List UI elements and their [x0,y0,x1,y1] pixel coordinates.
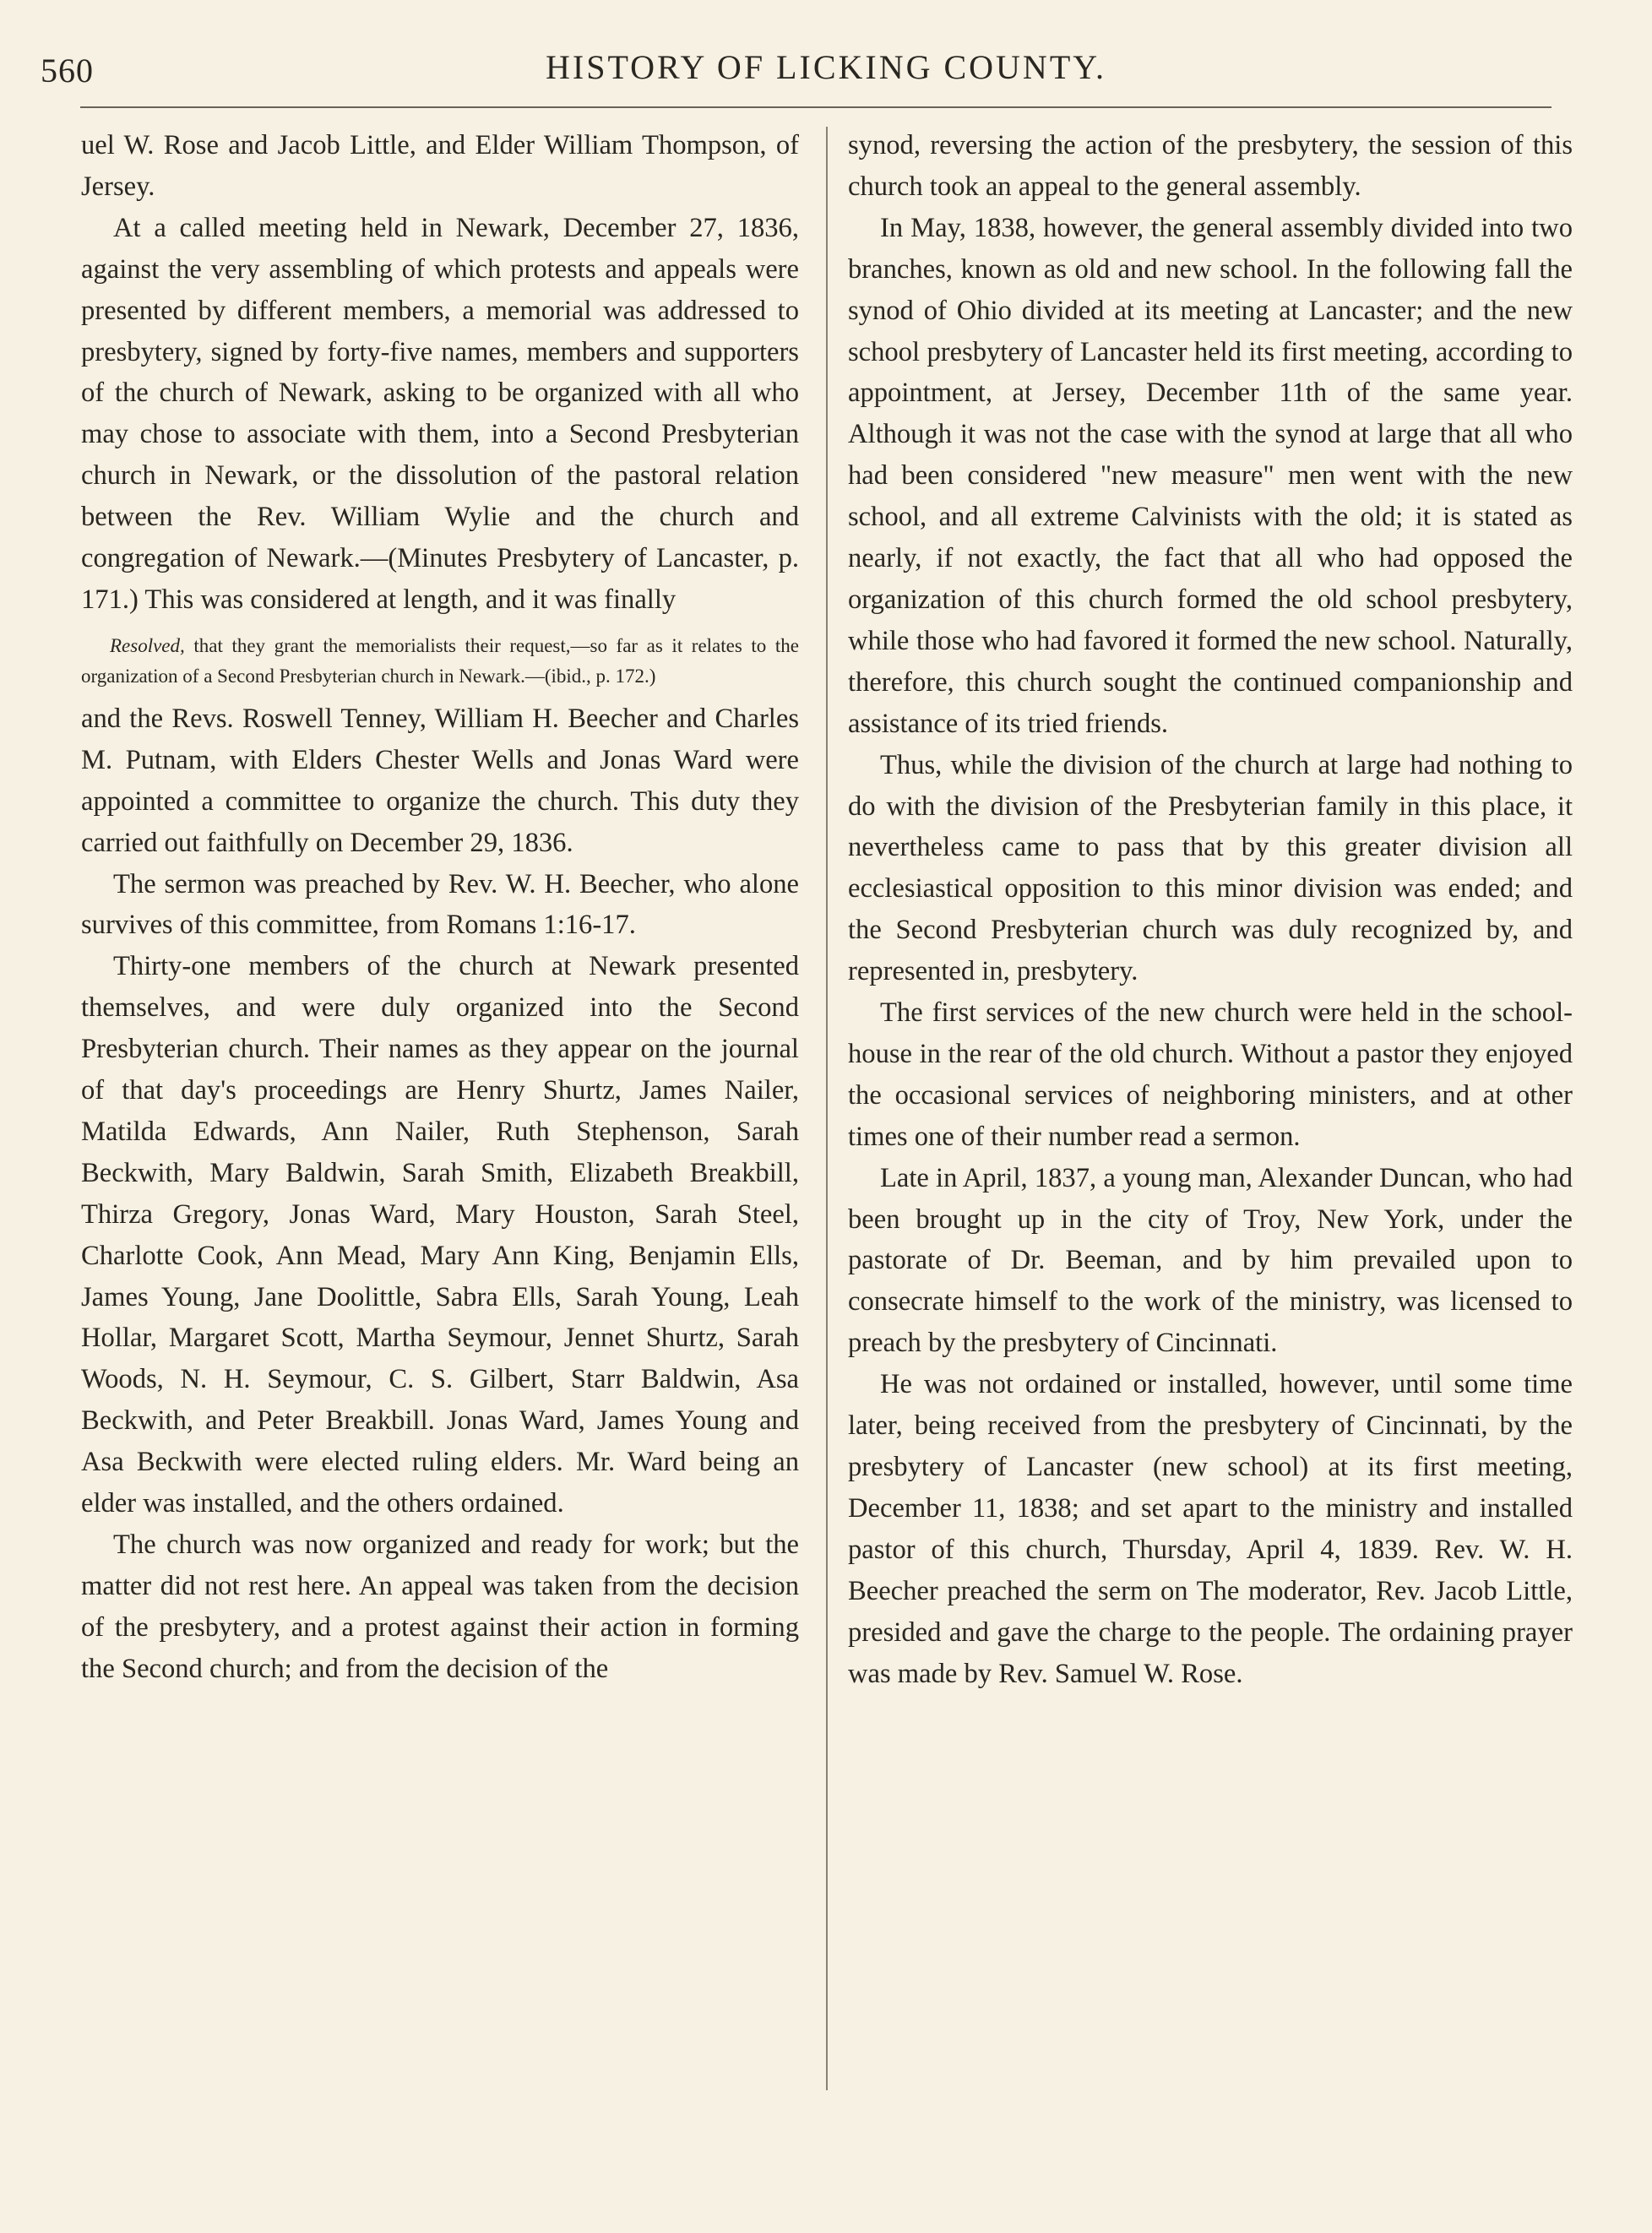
paragraph: In May, 1838, however, the general assembly divided into two branches, known as old and new school. In the following fall the synod of Ohio divided at its meeting at Lancaster; and the new school presbytery of Lancaster held its first meeting, according to appointment, at Jersey, December 11th of the same year. Although it was not the case with the synod at large that all who had been considered "new measure" men went with the new school, and all extreme Calvinists with the old; it is stated as nearly, if not exactly, the fact that all who had opposed the organization of this church formed the old school presbytery, while those who had favored it formed the new school. Naturally, therefore, this church sought the continued companionship and assistance of its tried friends. [848,212,1573,739]
left-column [81,125,799,1690]
paragraph: The church was now organized and ready for work; but the matter did not rest here. An appeal was taken from the decision of the presbytery, and a protest against their action in forming the Second church; and from the decision of the [81,1529,799,1684]
paragraph: and the Revs. Roswell Tenney, William H. Beecher and Charles M. Putnam, with Elders Chester Wells and Jonas Ward were appointed a committee to organize the church. This duty they carried out faithfully on December 29, 1836. [81,703,799,858]
quote-lead: Resolved, [110,634,185,656]
paragraph: He was not ordained or installed, however, until some time later, being received from the presbytery of Cincinnati, by the presbytery of Lancaster (new school) at its first meeting, December 11, 1838; and set apart to the ministry and installed pastor of this church, Thursday, April 4, 1839. Rev. W. H. Beecher preached the serm on The moderator, Rev. Jacob Little, presided and gave the charge to the people. The ordaining prayer was made by Rev. Samuel W. Rose. [848,1369,1573,1689]
page-number: 560 [41,52,94,90]
right-column [848,125,1573,1694]
running-head: HISTORY OF LICKING COUNTY. [546,48,1106,86]
paragraph: Thirty-one members of the church at Newark presented themselves, and were duly organized into the Second Presbyterian church. Their names as they appear on the journal of that day's proceedings are Henry Shurtz, James Nailer, Matilda Edwards, Ann Nailer, Ruth Stephenson, Sarah Beckwith, Mary Baldwin, Sarah Smith, Elizabeth Breakbill, Thirza Gregory, Jonas Ward, Mary Houston, Sarah Steel, Charlotte Cook, Ann Mead, Mary Ann King, Benjamin Ells, James Young, Jane Doolittle, Sabra Ells, Sarah Young, Leah Hollar, Margaret Scott, Martha Seymour, Jennet Shurtz, Sarah Woods, N. H. Seymour, C. S. Gilbert, Starr Baldwin, Asa Beckwith, and Peter Breakbill. Jonas Ward, James Young and Asa Beckwith were elected ruling elders. Mr. Ward being an elder was installed, and the others ordained. [81,951,799,1519]
paragraph: synod, reversing the action of the presbytery, the session of this church took an appeal to the general assembly. [848,130,1573,202]
header-rule [80,106,1551,108]
paragraph: Thus, while the division of the church at large had nothing to do with the division of the Presbyterian family in this place, it nevertheless came to pass that by this greater division all ecclesiastical opposition to this minor division was ended; and the Second Presbyterian church was duly recognized by, and represented in, presbytery. [848,749,1573,987]
resolution-quote [81,631,799,692]
paragraph: The first services of the new church were held in the school-house in the rear of the old church. Without a pastor they enjoyed the occasional services of neighboring ministers, and at other times one of their number read a sermon. [848,997,1573,1152]
column-divider [826,127,828,2090]
paragraph: uel W. Rose and Jacob Little, and Elder William Thompson, of Jersey. [81,130,799,202]
quote-text: that they grant the memorialists their request,—so far as it relates to the organization of a Second Presbyterian church in Newark.—(ibid., p. 172.) [81,634,799,687]
paragraph: Late in April, 1837, a young man, Alexander Duncan, who had been brought up in the city of Troy, New York, under the pastorate of Dr. Beeman, and by him prevailed upon to consecrate himself to the work of the ministry, was licensed to preach by the presbytery of Cincinnati. [848,1162,1573,1359]
paragraph: The sermon was preached by Rev. W. H. Beecher, who alone survives of this committee, from Romans 1:16-17. [81,868,799,941]
paragraph: At a called meeting held in Newark, December 27, 1836, against the very assembling of which protests and appeals were presented by different members, a memorial was addressed to presbytery, signed by forty-five names, members and supporters of the church of Newark, asking to be organized with all who may chose to associate with them, into a Second Presbyterian church in Newark, or the dissolution of the pastoral relation between the Rev. William Wylie and the church and congregation of Newark.—(Minutes Presbytery of Lancaster, p. 171.) This was considered at length, and it was finally [81,212,799,615]
